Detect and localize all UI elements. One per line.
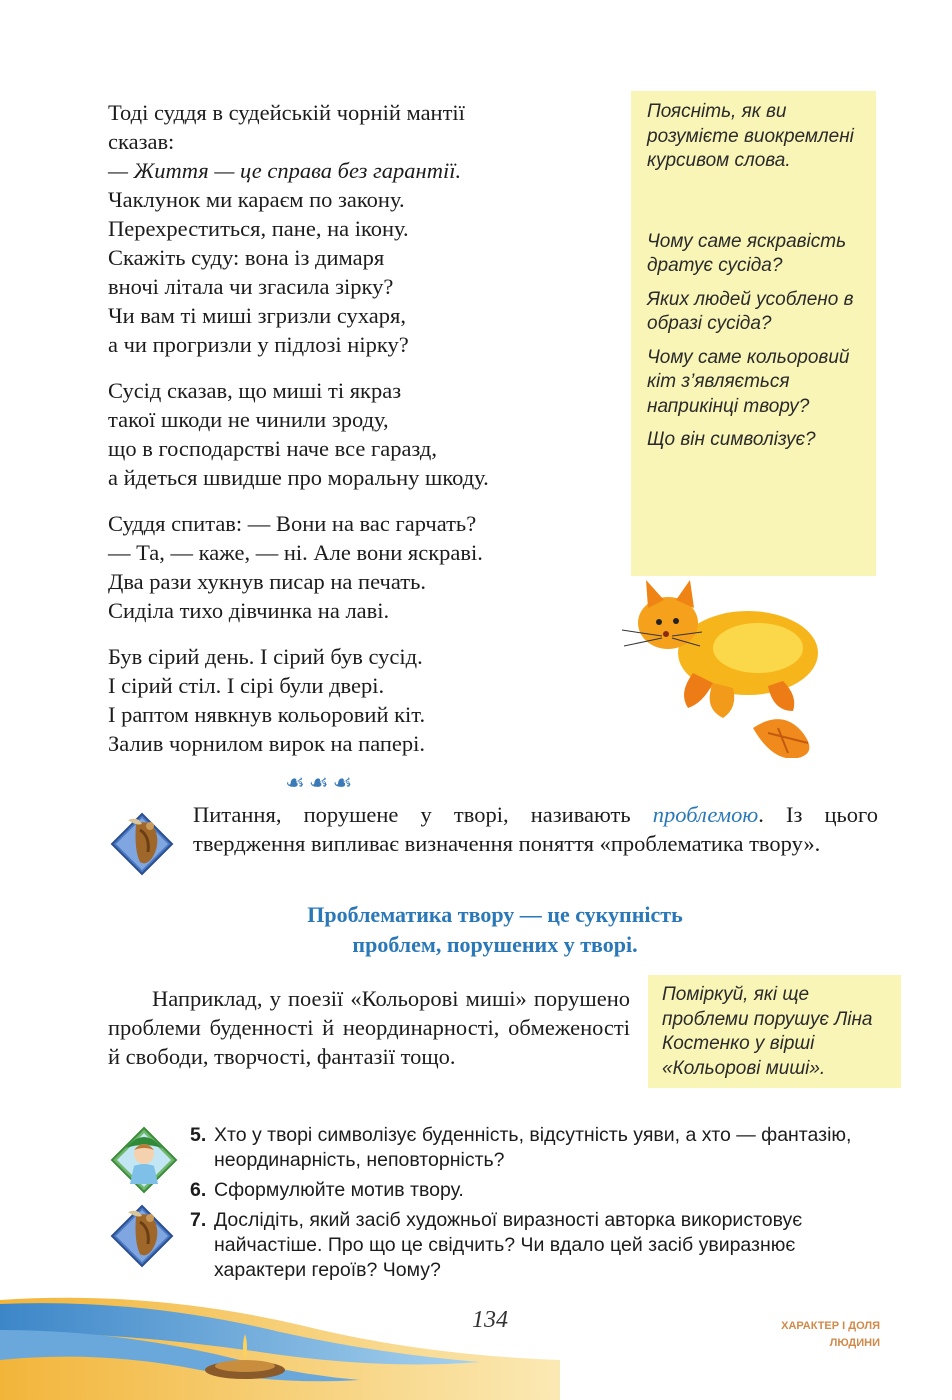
- task-item: [190, 1123, 870, 1173]
- paragraph-text: . Із цього твердження випливає визначення поняття «проблематика твору».: [193, 802, 878, 856]
- hawk-icon: [106, 808, 178, 880]
- definition: [210, 900, 780, 960]
- running-title-line: ЛЮДИНИ: [829, 1337, 880, 1349]
- task-item: [190, 1208, 870, 1283]
- poem-line: а чи прогризли у підлозі нірку?: [108, 332, 409, 357]
- task-text: Сформулюйте мотив твору.: [214, 1179, 464, 1201]
- poem-line: Перехреститься, пане, на ікону.: [108, 216, 409, 241]
- side-question: Чому саме кольоровий кіт з’являється наприкінці твору?: [647, 346, 850, 417]
- poem-line-italic: — Життя — це справа без гарантії.: [108, 158, 462, 183]
- poem-line: Чаклунок ми караєм по закону.: [108, 187, 405, 212]
- side-question: Що він символізує?: [647, 429, 816, 450]
- girl-icon: [108, 1124, 180, 1196]
- example-paragraph: Наприклад, у поезії «Кольорові миші» порушено проблеми буденності й неординарності, обмеженості й свободи, творчості, фантазії тощо.: [108, 986, 630, 1069]
- poem-line: — Та, — каже, — ні. Але вони яскраві.: [108, 540, 483, 565]
- poem-line: Два рази хукнув писар на печать.: [108, 569, 426, 594]
- poem-line: Залив чорнилом вирок на папері.: [108, 731, 426, 756]
- hawk-icon: [106, 1200, 178, 1272]
- leaf-cat-illustration: [618, 578, 838, 758]
- definition-line: Проблематика твору — це сукупність: [307, 902, 683, 927]
- paragraph-text: Питання, порушене у творі, називають: [193, 802, 653, 827]
- task-number: 7.: [190, 1209, 207, 1231]
- poem-line: Сусід сказав, що миші ті якраз: [108, 378, 402, 403]
- poem-stanza-4: [108, 642, 608, 758]
- poem-line: а йдеться швидше про моральну шкоду.: [108, 465, 489, 490]
- poem-stanza-2: [108, 376, 608, 492]
- poem-stanza-3: [108, 509, 608, 625]
- poem-line: Скажіть суду: вона із димаря: [108, 245, 385, 270]
- poem-line: сказав:: [108, 129, 175, 154]
- side-question: Чому саме яскравість дратує сусіда?: [647, 230, 847, 276]
- task-text: Хто у творі символізує буденність, відсутність уяви, а хто — фантазію, неординарність, неповторність?: [214, 1124, 852, 1171]
- section-divider-ornament: ☙☙☙: [285, 771, 357, 796]
- running-title: [781, 1318, 880, 1352]
- poem-line: Тоді суддя в судейській чорній мантії: [108, 100, 465, 125]
- page-number: 134: [472, 1307, 508, 1333]
- task-number: 6.: [190, 1179, 207, 1201]
- poem-line: Був сірий день. І сірий був сусід.: [108, 644, 423, 669]
- poem-stanza-1: [108, 98, 608, 359]
- poem: [108, 98, 608, 775]
- side-question: Поясніть, як ви розумієте виокремлені курсивом слова.: [647, 101, 854, 171]
- term-highlight: проблемою: [652, 802, 759, 827]
- side-questions-box: [631, 91, 876, 576]
- poem-line: І раптом нявкнув кольоровий кіт.: [108, 702, 426, 727]
- poem-line: Сиділа тихо дівчинка на лаві.: [108, 598, 390, 623]
- poem-line: що в господарстві наче все гаразд,: [108, 436, 437, 461]
- poem-line: І сірий стіл. І сірі були двері.: [108, 673, 385, 698]
- poem-line: вночі літала чи згасила зірку?: [108, 274, 394, 299]
- definition-line: проблем, порушених у творі.: [352, 932, 638, 957]
- task-text: Дослідіть, який засіб художньої виразності авторка використовує найчастіше. Про що це свідчить? Чи вдало цей засіб увиразнює характери героїв? Чому?: [214, 1209, 803, 1281]
- poem-line: Суддя спитав: — Вони на вас гарчать?: [108, 511, 477, 536]
- task-number: 5.: [190, 1124, 207, 1146]
- task-item: [190, 1178, 870, 1203]
- task-list: [190, 1123, 870, 1288]
- running-title-line: ХАРАКТЕР І ДОЛЯ: [781, 1320, 880, 1332]
- side-question: Яких людей усоблено в образі сусіда?: [647, 288, 854, 334]
- poem-line: Чи вам ті миші згризли сухаря,: [108, 303, 406, 328]
- poem-line: такої шкоди не чинили зроду,: [108, 407, 389, 432]
- problem-paragraph: [193, 800, 878, 858]
- side-note-box: Поміркуй, які ще проблеми порушує Ліна Костенко у вірші «Кольорові миші».: [648, 975, 901, 1088]
